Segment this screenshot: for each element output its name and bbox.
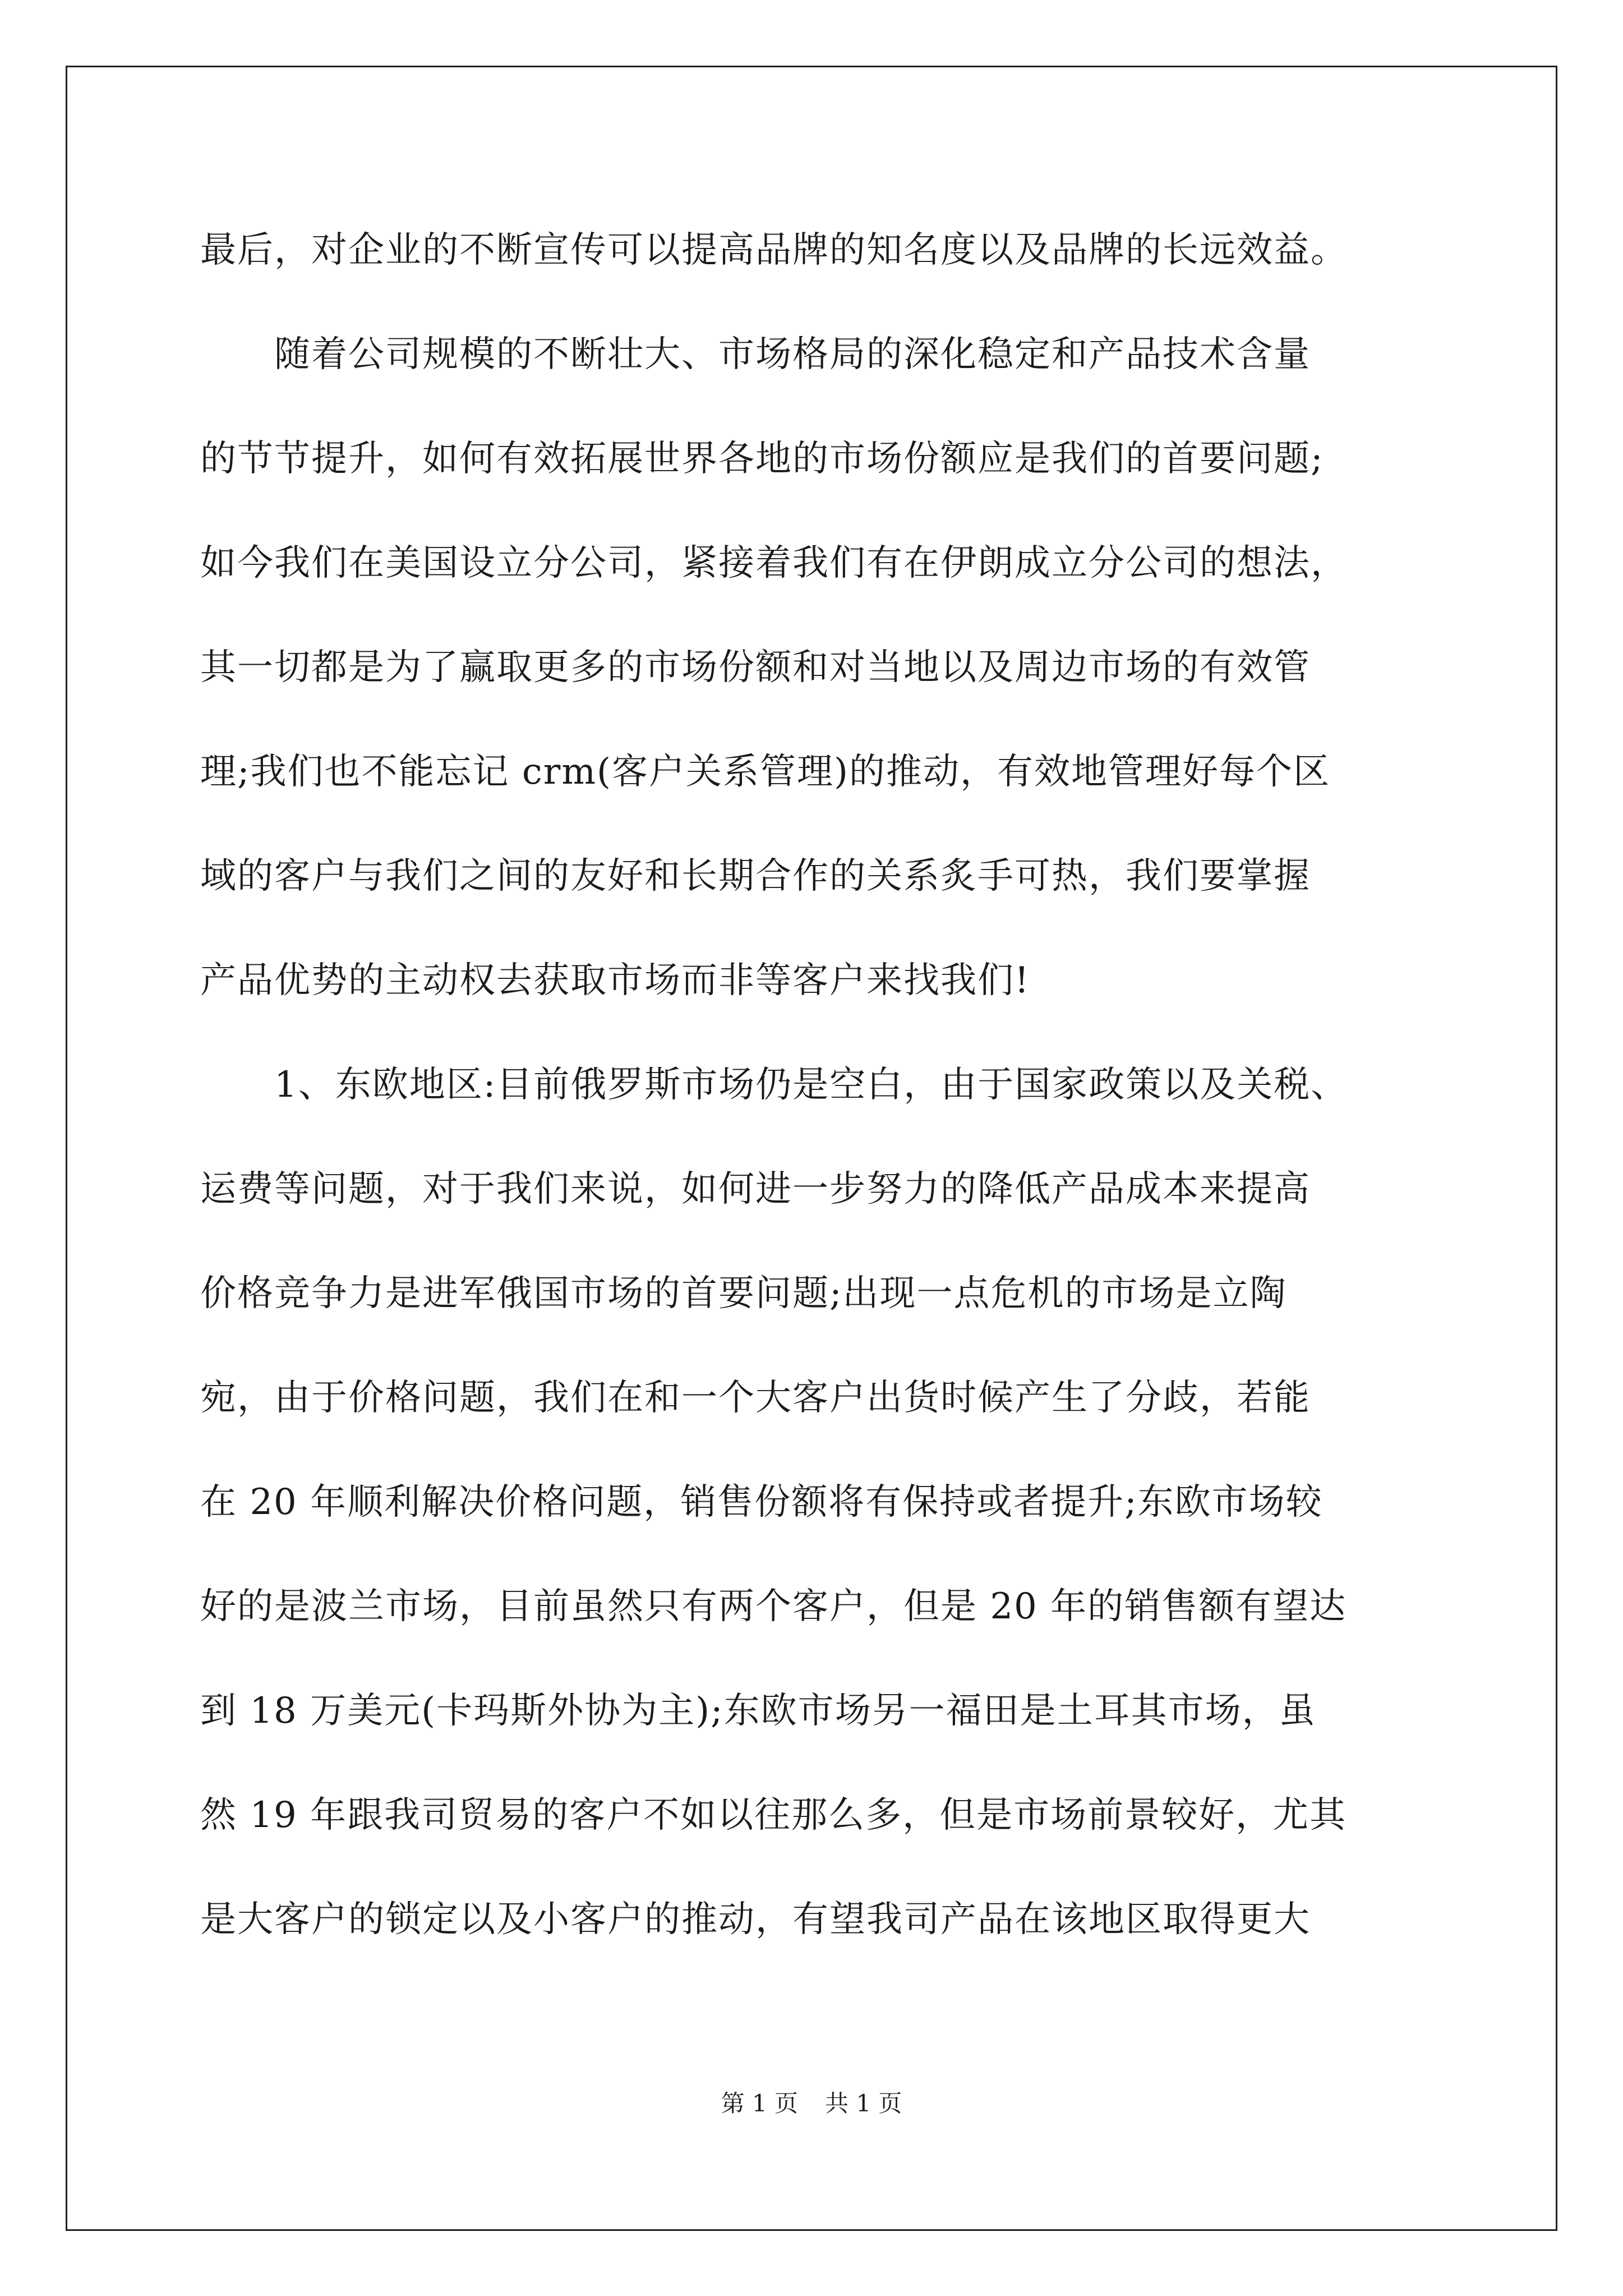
text-line: 价格竞争力是进军俄国市场的首要问题;出现一点危机的市场是立陶 [200,1273,1287,1314]
text-line: 在 20 年顺利解决价格问题，销售份额将有保持或者提升;东欧市场较 [200,1481,1323,1523]
text-line: 好的是波兰市场，目前虽然只有两个客户，但是 20 年的销售额有望达 [200,1586,1347,1627]
text-line: 如今我们在美国设立分公司，紧接着我们有在伊朗成立分公司的想法， [200,542,1348,584]
text-line: 最后，对企业的不断宣传可以提高品牌的知名度以及品牌的长远效益。 [200,229,1348,271]
text-line: 是大客户的锁定以及小客户的推动，有望我司产品在该地区取得更大 [200,1899,1311,1940]
text-line: 宛，由于价格问题，我们在和一个大客户出货时候产生了分歧，若能 [200,1377,1311,1419]
text-line: 理;我们也不能忘记 crm(客户关系管理)的推动，有效地管理好每个区 [200,751,1330,793]
text-line: 产品优势的主动权去获取市场而非等客户来找我们! [200,960,1030,1001]
page-footer [0,2087,1623,2120]
text-line: 随着公司规模的不断壮大、市场格局的深化稳定和产品技术含量 [200,334,1311,375]
text-line: 到 18 万美元(卡玛斯外协为主);东欧市场另一福田是土耳其市场，虽 [200,1690,1316,1732]
text-line: 1、东欧地区:目前俄罗斯市场仍是空白，由于国家政策以及关税、 [200,1064,1348,1106]
page-number: 第 1 页 [721,2090,798,2117]
text-line: 运费等问题，对于我们来说，如何进一步努力的降低产品成本来提高 [200,1168,1311,1210]
text-line: 域的客户与我们之间的友好和长期合作的关系炙手可热，我们要掌握 [200,855,1311,897]
text-line: 的节节提升，如何有效拓展世界各地的市场份额应是我们的首要问题; [200,438,1324,480]
text-line: 然 19 年跟我司贸易的客户不如以往那么多，但是市场前景较好，尤其 [200,1795,1347,1836]
text-line: 其一切都是为了赢取更多的市场份额和对当地以及周边市场的有效管 [200,647,1311,688]
document-body [200,198,1434,1972]
page-total: 共 1 页 [825,2090,902,2117]
